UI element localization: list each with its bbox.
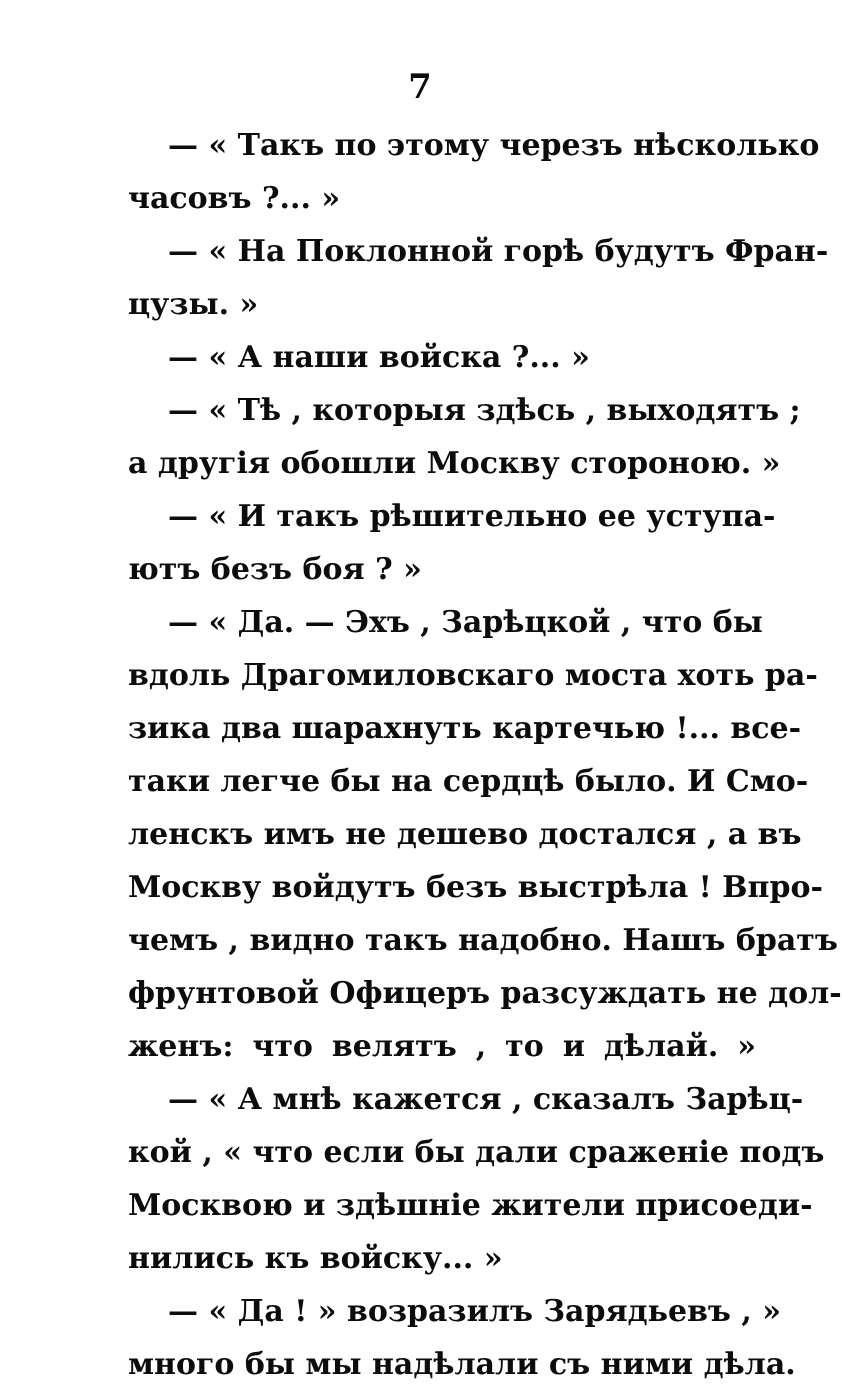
text-line: фрунтовой Офицеръ разсуждать не дол- — [128, 976, 842, 1011]
text-line: зика два шарахнуть картечью !... все- — [128, 711, 802, 746]
text-line: нились къ войску... » — [128, 1241, 503, 1276]
text-line: — « Да. — Эхъ , Зарѣцкой , что бы — [168, 605, 763, 640]
text-line: женъ: что велятъ , то и дѣлай. » — [128, 1029, 756, 1064]
text-line: ленскъ имъ не дешево достался , а въ — [128, 817, 802, 852]
text-line: ютъ безъ боя ? » — [128, 552, 422, 587]
text-line: таки легче бы на сердцѣ было. И Смо- — [128, 764, 809, 799]
page-number: 7 — [408, 67, 432, 107]
text-line: кой , « что если бы дали сраженіе подъ — [128, 1135, 825, 1170]
text-line: — « На Поклонной горѣ будутъ Фран- — [168, 234, 829, 269]
text-line: цузы. » — [128, 287, 259, 322]
text-line: а другія обошли Москву стороною. » — [128, 446, 781, 481]
text-line: — « А мнѣ кажется , сказалъ Зарѣц- — [168, 1082, 804, 1117]
text-line: чемъ , видно такъ надобно. Нашъ братъ — [128, 923, 838, 958]
text-line: часовъ ?... » — [128, 181, 341, 216]
text-line: — « И такъ рѣшительно ее уступа- — [168, 499, 776, 534]
text-line: — « Такъ по этому черезъ нѣсколько — [168, 128, 820, 163]
text-line: — « Да ! » возразилъ Зарядьевъ , » — [168, 1294, 782, 1329]
text-line: много бы мы надѣлали съ ними дѣла. — [128, 1347, 796, 1382]
text-line: — « А наши войска ?... » — [168, 340, 590, 375]
text-line: вдоль Драгомиловскаго моста хоть ра- — [128, 658, 818, 693]
body-text — [128, 119, 842, 1391]
text-line: Москву войдутъ безъ выстрѣла ! Впро- — [128, 870, 823, 905]
text-line: Москвою и здѣшніе жители присоеди- — [128, 1188, 813, 1223]
text-line: — « Тѣ , которыя здѣсь , выходятъ ; — [168, 393, 801, 428]
